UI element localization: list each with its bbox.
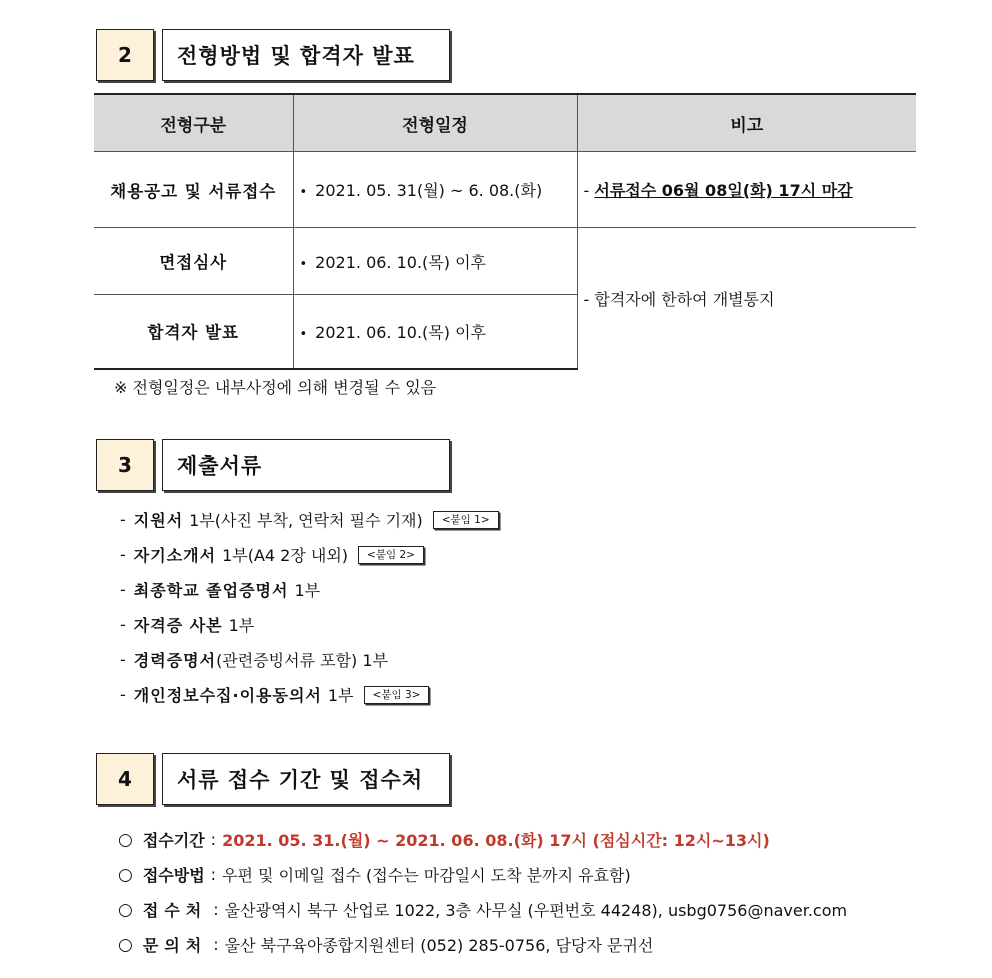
dash: -	[120, 510, 126, 529]
info-colon: :	[213, 935, 219, 954]
info-label: 문의처	[142, 936, 208, 955]
section-number: 2	[96, 29, 154, 81]
circle-marker-icon: ○	[118, 829, 133, 850]
note-prefix: -	[583, 181, 590, 200]
dash: -	[120, 650, 126, 669]
document-detail: 1부(A4 2장 내외)	[222, 546, 349, 565]
schedule-text: 2021. 05. 31(월) ~ 6. 08.(화)	[315, 181, 543, 200]
category-cell: 채용공고 및 서류접수	[94, 152, 293, 228]
table-row	[94, 228, 916, 295]
info-value: 울산 북구육아종합지원센터 (052) 285-0756, 담당자 문귀선	[224, 936, 654, 955]
list-item	[120, 642, 499, 677]
info-value: 울산광역시 북구 산업로 1022, 3층 사무실 (우편번호 44248), usbg0756@naver.com	[224, 901, 848, 920]
list-item	[120, 537, 499, 572]
section-number: 4	[96, 753, 154, 805]
required-documents-list	[120, 502, 499, 712]
dash: -	[120, 685, 126, 704]
schedule-table	[94, 93, 916, 370]
dash: -	[120, 580, 126, 599]
info-colon: :	[210, 830, 217, 849]
attachment-tag: <붙임 3>	[364, 686, 430, 704]
document-detail: 1부	[327, 686, 354, 705]
schedule-cell	[293, 228, 577, 295]
schedule-cell	[293, 295, 577, 369]
info-colon: :	[210, 865, 217, 884]
dash: -	[120, 545, 126, 564]
column-header: 전형구분	[94, 94, 293, 152]
table-header-row	[94, 94, 916, 152]
info-label: 접수처	[142, 901, 208, 920]
info-value: 우편 및 이메일 접수 (접수는 마감일시 도착 분까지 유효함)	[222, 866, 631, 885]
document-name: 최종학교 졸업증명서	[133, 581, 289, 600]
list-item	[120, 607, 499, 642]
schedule-text: 2021. 06. 10.(목) 이후	[315, 252, 486, 272]
dash: -	[120, 615, 126, 634]
document-detail: (관련증빙서류 포함) 1부	[216, 651, 389, 670]
list-item	[120, 572, 499, 607]
table-row	[94, 152, 916, 228]
list-item	[120, 677, 499, 712]
submission-info	[118, 822, 847, 962]
bullet: •	[299, 256, 308, 272]
category-cell: 합격자 발표	[94, 295, 293, 369]
section-title: 제출서류	[162, 439, 450, 491]
section-number: 3	[96, 439, 154, 491]
circle-marker-icon: ○	[118, 864, 133, 885]
document-name: 자격증 사본	[133, 616, 223, 635]
section-3-header	[96, 439, 450, 491]
info-row-contact	[118, 927, 847, 962]
category-cell: 면접심사	[94, 228, 293, 295]
info-row-method	[118, 857, 847, 892]
info-colon: :	[213, 900, 219, 919]
bullet: •	[299, 185, 308, 200]
circle-marker-icon: ○	[118, 899, 133, 920]
info-label: 접수방법	[142, 866, 205, 885]
document-detail: 1부	[294, 581, 321, 600]
merged-note-cell: - 합격자에 한하여 개별통지	[577, 228, 916, 369]
section-4-header	[96, 753, 450, 805]
bullet: •	[299, 326, 308, 342]
info-label: 접수기간	[142, 831, 205, 850]
schedule-text: 2021. 06. 10.(목) 이후	[315, 322, 486, 342]
document-name: 자기소개서	[133, 546, 217, 565]
circle-marker-icon: ○	[118, 934, 133, 955]
document-name: 지원서	[133, 511, 184, 530]
document-name: 경력증명서	[133, 651, 217, 670]
section-title: 전형방법 및 합격자 발표	[162, 29, 450, 81]
schedule-cell	[293, 152, 577, 228]
column-header: 비고	[577, 94, 916, 152]
info-value: 2021. 05. 31.(월) ~ 2021. 06. 08.(화) 17시 (점심시간: 12시~13시)	[222, 831, 770, 850]
document-name: 개인정보수집·이용동의서	[133, 686, 322, 705]
document-detail: 1부(사진 부착, 연락처 필수 기재)	[189, 511, 423, 530]
schedule-footnote: ※ 전형일정은 내부사정에 의해 변경될 수 있음	[114, 378, 437, 397]
deadline-note: 서류접수 06월 08일(화) 17시 마감	[594, 181, 853, 200]
attachment-tag: <붙임 2>	[358, 546, 424, 564]
attachment-tag: <붙임 1>	[433, 511, 499, 529]
info-row-period	[118, 822, 847, 857]
section-title: 서류 접수 기간 및 접수처	[162, 753, 450, 805]
info-row-place	[118, 892, 847, 927]
note-cell	[577, 152, 916, 228]
section-2-header	[96, 29, 450, 81]
list-item	[120, 502, 499, 537]
column-header: 전형일정	[293, 94, 577, 152]
document-detail: 1부	[228, 616, 255, 635]
